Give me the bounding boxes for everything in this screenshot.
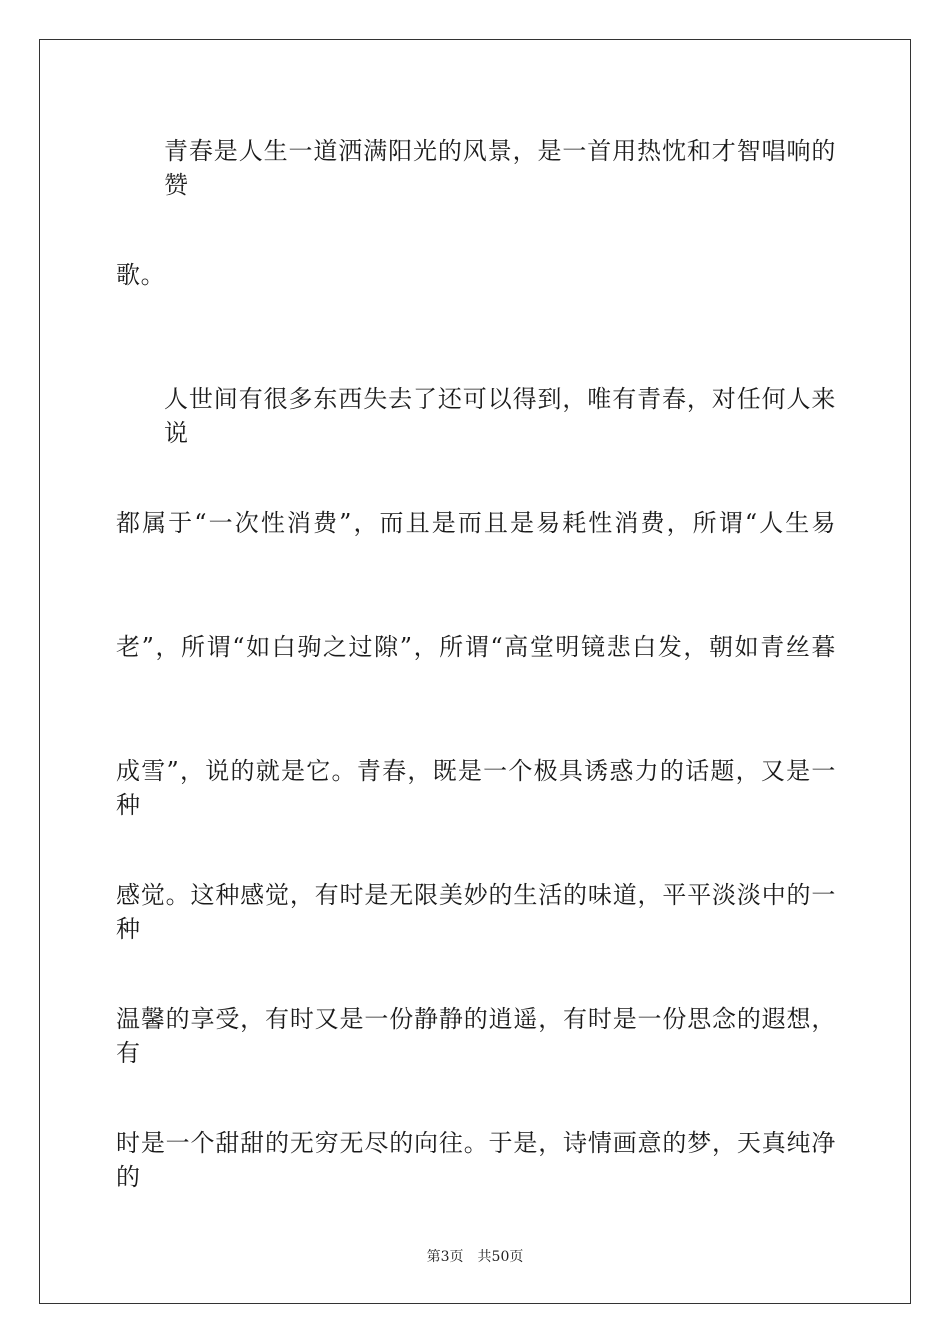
page-number: 第3页: [426, 1249, 464, 1265]
paragraph-1-line-2: 歌。: [116, 261, 166, 289]
page-footer: [0, 1246, 950, 1266]
paragraph-2-line-5: 感觉。这种感觉，有时是无限美妙的生活的味道，平平淡淡中的一种: [116, 881, 836, 943]
paragraph-2-line-7: 时是一个甜甜的无穷无尽的向往。于是，诗情画意的梦，天真纯净的: [116, 1129, 836, 1191]
paragraph-2-line-6: 温馨的享受，有时又是一份静静的逍遥，有时是一份思念的遐想，有: [116, 1005, 836, 1067]
paragraph-2-line-1: 人世间有很多东西失去了还可以得到，唯有青春，对任何人来说: [164, 385, 836, 447]
total-pages: 共50页: [477, 1249, 524, 1265]
paragraph-2-line-2: 都属于“一次性消费”，而且是而且是易耗性消费，所谓“人生易: [116, 509, 836, 537]
paragraph-2-line-4: 成雪”，说的就是它。青春，既是一个极具诱惑力的话题，又是一种: [116, 757, 836, 819]
paragraph-2-line-3: 老”，所谓“如白驹之过隙”，所谓“高堂明镜悲白发，朝如青丝暮: [116, 633, 836, 661]
paragraph-1-line-1: 青春是人生一道洒满阳光的风景，是一首用热忱和才智唱响的赞: [164, 137, 836, 199]
page-border: [39, 39, 911, 1304]
